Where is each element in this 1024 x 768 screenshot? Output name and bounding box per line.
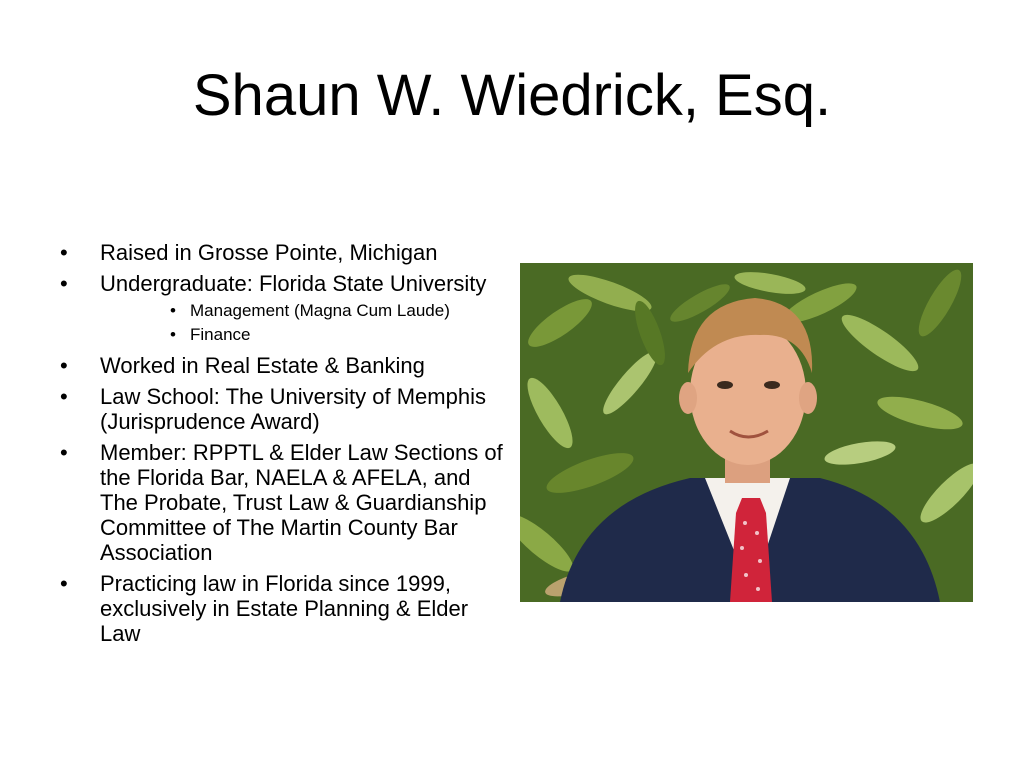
bullet-item-with-subs	[56, 271, 506, 347]
eye	[717, 381, 733, 389]
portrait-illustration	[520, 263, 973, 602]
slide-title: Shaun W. Wiedrick, Esq.	[192, 63, 832, 128]
bullet-item: • Member: RPPTL & Elder Law Sections of the Florida Bar, NAELA & AFELA, and The Probate, Trust Law & Guardianship Committee of The Martin County Bar Association	[56, 440, 506, 565]
bullet-list	[56, 240, 506, 652]
bullet-item: • Raised in Grosse Pointe, Michigan	[56, 240, 506, 265]
bullet-text: Undergraduate: Florida State University	[100, 271, 487, 296]
sub-bullet-item: • Finance	[100, 323, 506, 347]
bullet-item: • Practicing law in Florida since 1999, exclusively in Estate Planning & Elder Law	[56, 571, 506, 646]
sub-bullet-list	[100, 299, 506, 347]
eye	[764, 381, 780, 389]
ear	[799, 382, 817, 414]
sub-bullet-item: • Management (Magna Cum Laude)	[100, 299, 506, 323]
ear	[679, 382, 697, 414]
bullet-item: • Law School: The University of Memphis (Jurisprudence Award)	[56, 384, 506, 434]
bullet-item: • Worked in Real Estate & Banking	[56, 353, 506, 378]
tie	[730, 498, 772, 602]
portrait-photo	[520, 263, 973, 602]
